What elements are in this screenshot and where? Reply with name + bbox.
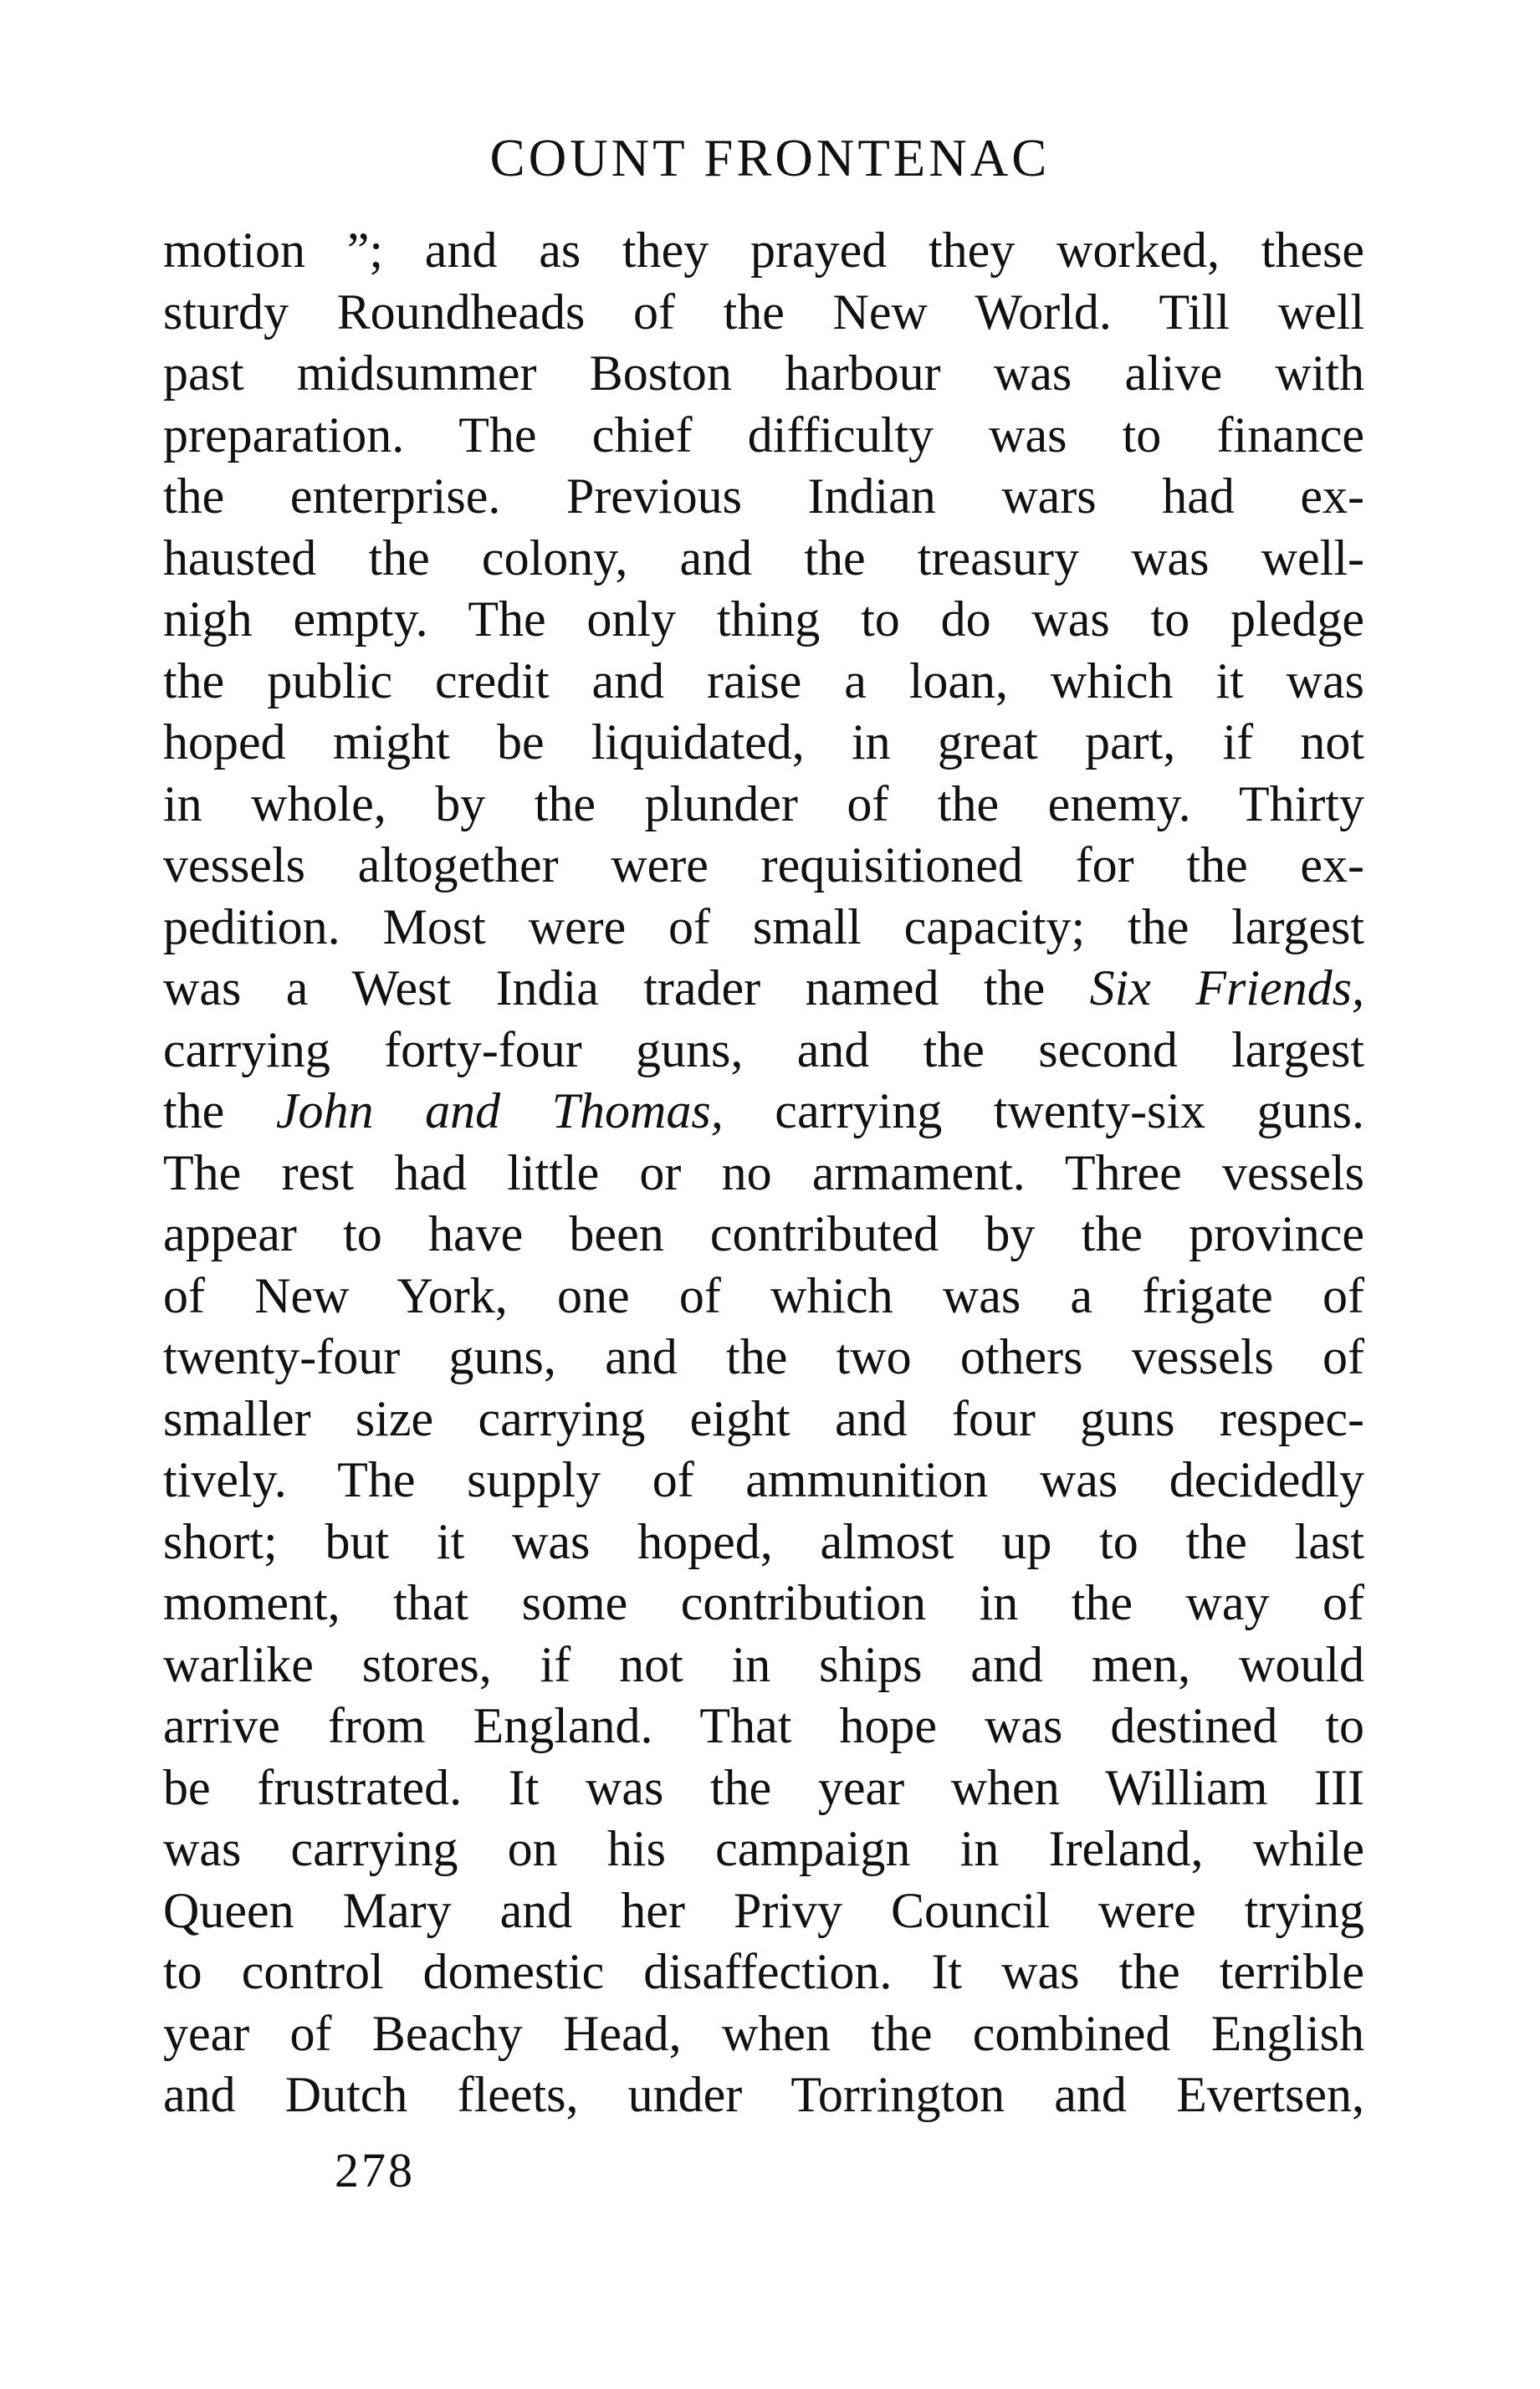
text-segment: hausted the colony, and the treasury was well-: [163, 529, 1364, 586]
text-line: [163, 1327, 1364, 1389]
text-segment: the public credit and raise a loan, which it was: [163, 652, 1364, 709]
text-line: [163, 1941, 1364, 2003]
text-segment: tively. The supply of ammunition was decidedly: [163, 1452, 1364, 1507]
text-segment: carrying twenty-six guns.: [723, 1083, 1364, 1138]
page-number: 278: [335, 2143, 415, 2197]
text-segment: was carrying on his campaign in Ireland, while: [163, 1821, 1364, 1876]
text-line: [163, 466, 1364, 528]
text-line: [163, 835, 1364, 897]
text-line: [163, 1634, 1364, 1696]
text-segment: Queen Mary and her Privy Council were trying: [163, 1882, 1364, 1938]
text-line: [163, 712, 1364, 774]
text-line: [163, 343, 1364, 405]
text-segment: to control domestic disaffection. It was the terrible: [163, 1944, 1364, 1999]
text-line: [163, 958, 1364, 1020]
text-line: [163, 1204, 1364, 1266]
text-segment: hoped might be liquidated, in great part, if not: [163, 714, 1364, 770]
text-segment: the: [163, 1083, 276, 1138]
text-line: [163, 220, 1364, 282]
text-segment: preparation. The chief difficulty was to finance: [163, 407, 1364, 463]
text-line: [163, 1450, 1364, 1512]
text-line: [163, 1081, 1364, 1143]
text-line: [163, 282, 1364, 344]
text-line: [163, 897, 1364, 959]
text-segment: appear to have been contributed by the province: [163, 1206, 1364, 1261]
text-line: [163, 1020, 1364, 1082]
text-line: [163, 2003, 1364, 2065]
text-line: [163, 1389, 1364, 1450]
text-segment: arrive from England. That hope was destined to: [163, 1698, 1364, 1753]
text-line: [163, 1143, 1364, 1205]
text-line: [163, 651, 1364, 713]
body-text: [163, 220, 1364, 2126]
text-segment: was a West India trader named the: [163, 960, 1090, 1015]
text-segment: twenty-four guns, and the two others vessels of: [163, 1329, 1364, 1384]
text-segment: of New York, one of which was a frigate of: [163, 1267, 1364, 1323]
text-segment: warlike stores, if not in ships and men, would: [163, 1636, 1364, 1692]
text-line: [163, 1757, 1364, 1819]
italic-title: John and Thomas,: [275, 1083, 724, 1138]
text-segment: be frustrated. It was the year when William III: [163, 1759, 1364, 1815]
text-segment: The rest had little or no armament. Three vessels: [163, 1144, 1364, 1200]
text-segment: short; but it was hoped, almost up to the last: [163, 1513, 1364, 1569]
text-segment: past midsummer Boston harbour was alive with: [163, 345, 1364, 401]
text-line: [163, 1880, 1364, 1942]
text-segment: year of Beachy Head, when the combined English: [163, 2005, 1364, 2061]
text-line: [163, 1266, 1364, 1328]
text-segment: the enterprise. Previous Indian wars had ex-: [163, 468, 1364, 524]
text-line: [163, 1819, 1364, 1880]
italic-title: Six Friends,: [1089, 960, 1364, 1015]
text-line: [163, 1696, 1364, 1757]
text-segment: pedition. Most were of small capacity; the largest: [163, 898, 1364, 954]
text-line: [163, 2064, 1364, 2126]
text-segment: carrying forty-four guns, and the second largest: [163, 1021, 1364, 1077]
text-segment: smaller size carrying eight and four guns respec-: [163, 1390, 1364, 1446]
text-line: [163, 1512, 1364, 1573]
text-line: [163, 589, 1364, 651]
running-head: COUNT FRONTENAC: [489, 129, 1051, 187]
text-segment: vessels altogether were requisitioned for the ex-: [163, 837, 1364, 893]
text-segment: sturdy Roundheads of the New World. Till well: [163, 284, 1364, 340]
text-segment: motion ”; and as they prayed they worked, these: [163, 223, 1364, 278]
text-segment: and Dutch fleets, under Torrington and Evertsen,: [163, 2067, 1364, 2122]
text-line: [163, 1573, 1364, 1634]
text-line: [163, 528, 1364, 590]
text-line: [163, 405, 1364, 467]
text-segment: moment, that some contribution in the way of: [163, 1575, 1364, 1630]
text-line: [163, 774, 1364, 836]
text-segment: in whole, by the plunder of the enemy. Thirty: [163, 775, 1364, 831]
text-segment: nigh empty. The only thing to do was to pledge: [163, 591, 1364, 647]
